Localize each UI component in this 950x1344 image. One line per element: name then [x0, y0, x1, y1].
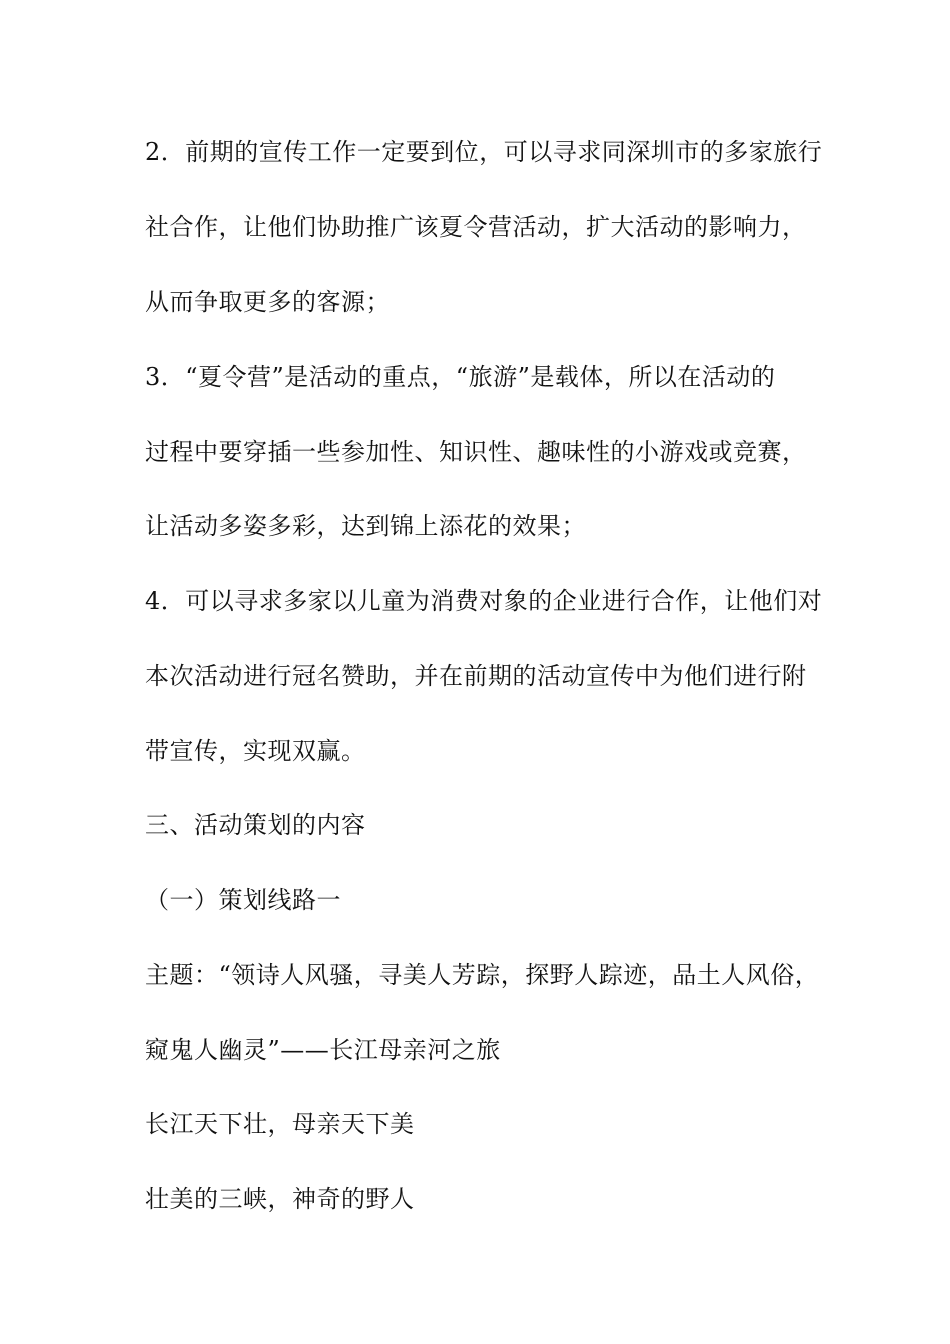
- subsection-heading: （一）策划线路一: [145, 886, 341, 914]
- paragraph-2-line-1: 2．前期的宣传工作一定要到位，可以寻求同深圳市的多家旅行: [145, 138, 823, 166]
- paragraph-3-line-1: 3．“夏令营”是活动的重点，“旅游”是载体，所以在活动的: [145, 363, 776, 391]
- theme-line-1: 主题：“领诗人风骚，寻美人芳踪，探野人踪迹，品土人风俗，: [145, 961, 820, 989]
- slogan-line-2: 壮美的三峡，神奇的野人: [145, 1185, 415, 1213]
- paragraph-4-line-2: 本次活动进行冠名赞助，并在前期的活动宣传中为他们进行附: [145, 662, 807, 690]
- slogan-line-1: 长江天下壮，母亲天下美: [145, 1110, 415, 1138]
- paragraph-3-line-2: 过程中要穿插一些参加性、知识性、趣味性的小游戏或竞赛，: [145, 438, 807, 466]
- paragraph-3-line-3: 让活动多姿多彩，达到锦上添花的效果；: [145, 512, 586, 540]
- paragraph-2-line-2: 社合作，让他们协助推广该夏令营活动，扩大活动的影响力，: [145, 213, 807, 241]
- paragraph-4-line-3: 带宣传，实现双赢。: [145, 737, 366, 765]
- paragraph-4-line-1: 4．可以寻求多家以儿童为消费对象的企业进行合作，让他们对: [145, 587, 823, 615]
- paragraph-2-line-3: 从而争取更多的客源；: [145, 288, 390, 316]
- theme-line-2: 窥鬼人幽灵”——长江母亲河之旅: [145, 1036, 501, 1064]
- section-heading: 三、活动策划的内容: [145, 811, 366, 839]
